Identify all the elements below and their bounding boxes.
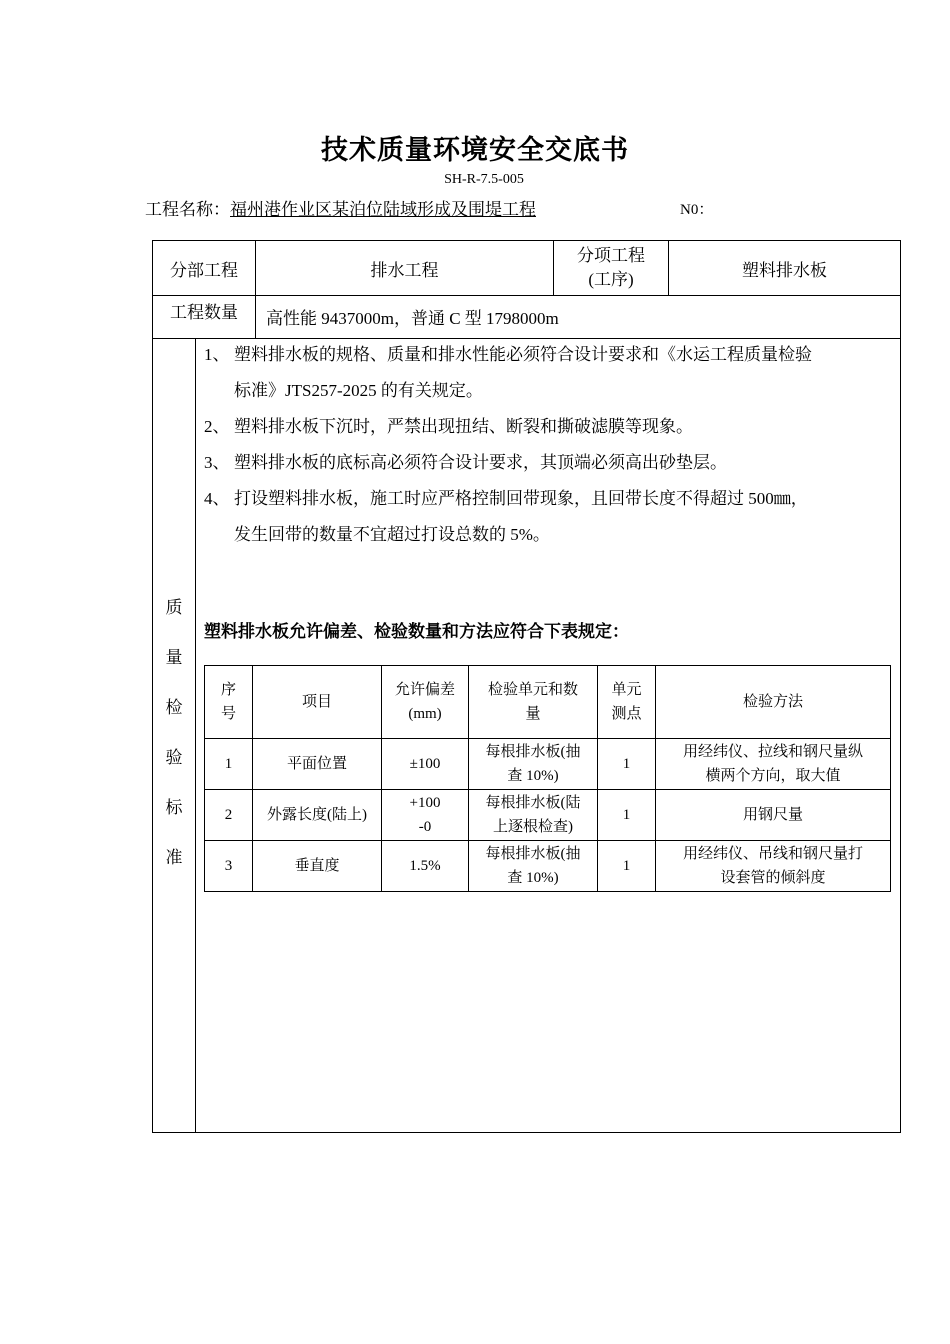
side-char: 量 [165, 648, 183, 667]
item-project-label-line: 分项工程 [577, 246, 645, 265]
item-project-label-line: (工序) [588, 270, 634, 289]
quantity-value: 高性能 9437000m，普通 C 型 1798000m [256, 296, 901, 339]
header-tolerance: 允许偏差 (mm) [382, 666, 469, 739]
table-row: 1 平面位置 ±100 每根排水板(抽 查 10%) 1 用经纬仪、拉线和钢尺量纵 横两个方向，取大值 [205, 739, 891, 790]
list-item: 1、 塑料排水板的规格、质量和排水性能必须符合设计要求和《水运工程质量检验 标准》JTS257-2025 的有关规定。 [204, 345, 812, 400]
project-name: 福州港作业区某泊位陆域形成及围堤工程 [230, 200, 536, 219]
disclosure-table [152, 240, 901, 1133]
project-label: 工程名称： [145, 200, 230, 219]
header-method: 检验方法 [656, 666, 891, 739]
requirement-list [196, 337, 900, 553]
list-item: 2、 塑料排水板下沉时，严禁出现扭结、断裂和撕破滤膜等现象。 [204, 417, 693, 436]
item-project-label [554, 241, 669, 296]
side-char: 标 [165, 798, 183, 817]
list-item: 4、 打设塑料排水板，施工时应严格控制回带现象，且回带长度不得超过 500㎜， 发生回带的数量不宜超过打设总数的 5%。 [204, 489, 808, 544]
quality-standard-content [196, 339, 901, 1133]
document-code: SH-R-7.5-005 [444, 172, 524, 187]
side-char: 准 [165, 848, 183, 867]
item-project-value: 塑料排水板 [669, 241, 901, 296]
side-char: 质 [165, 598, 183, 617]
document-number-label: N0： [680, 202, 714, 218]
list-item: 3、 塑料排水板的底标高必须符合设计要求，其顶端必须高出砂垫层。 [204, 453, 727, 472]
side-char: 验 [165, 748, 183, 767]
header-points: 单元 测点 [598, 666, 656, 739]
quality-standard-label [153, 339, 196, 1133]
project-line [145, 195, 536, 220]
side-char: 检 [165, 698, 183, 717]
sub-project-value: 排水工程 [256, 241, 554, 296]
quantity-label: 工程数量 [153, 296, 256, 339]
table-row: 2 外露长度(陆上) +100 -0 每根排水板(陆 上逐根检查) 1 用钢尺量 [205, 790, 891, 841]
header-item: 项目 [253, 666, 382, 739]
document-title: 技术质量环境安全交底书 [321, 135, 629, 165]
tolerance-table [204, 665, 891, 892]
header-inspection-unit: 检验单元和数 量 [469, 666, 598, 739]
table-row: 3 垂直度 1.5% 每根排水板(抽 查 10%) 1 用经纬仪、吊线和钢尺量打 设套管的倾斜度 [205, 841, 891, 892]
tolerance-subheading: 塑料排水板允许偏差、检验数量和方法应符合下表规定： [204, 622, 629, 641]
header-no: 序 号 [205, 666, 253, 739]
table-header-row [205, 666, 891, 739]
sub-project-label: 分部工程 [153, 241, 256, 296]
